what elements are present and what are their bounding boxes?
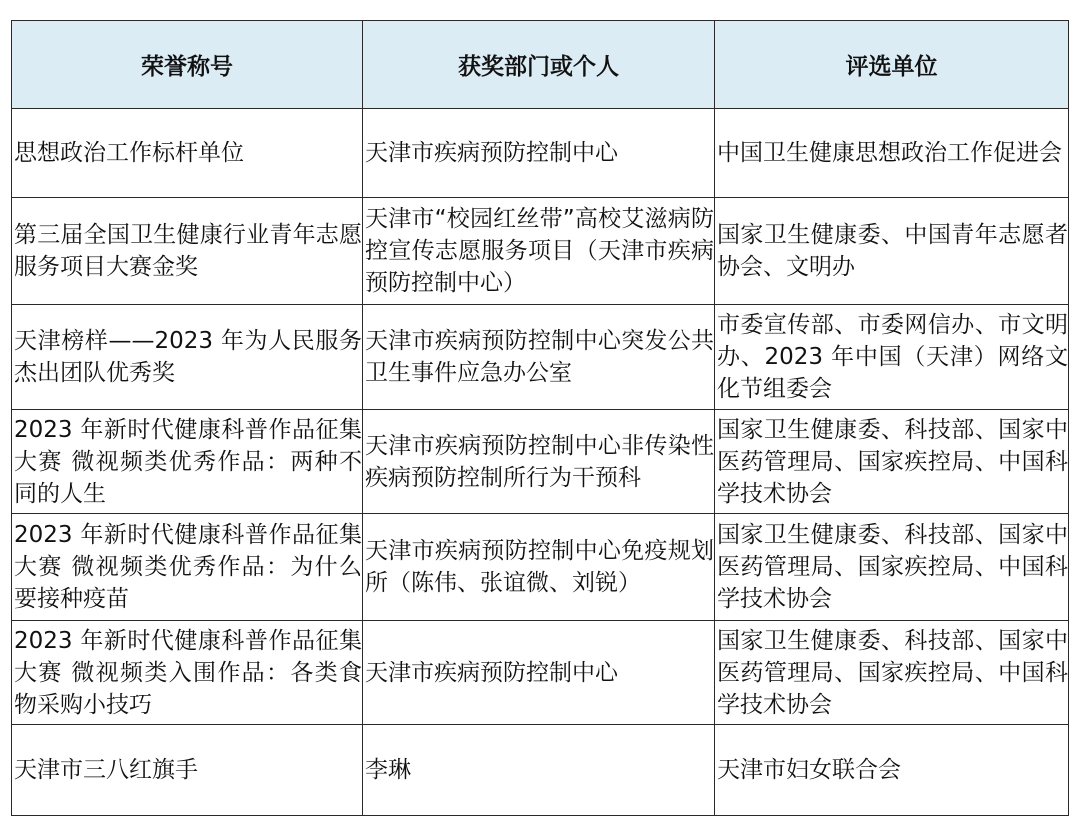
header-recipient: 获奖部门或个人	[363, 21, 715, 109]
selector-cell: 国家卫生健康委、科技部、国家中医药管理局、国家疾控局、中国科学技术协会	[715, 514, 1069, 621]
selector-cell: 国家卫生健康委、科技部、国家中医药管理局、国家疾控局、中国科学技术协会	[715, 410, 1069, 514]
selector-cell: 市委宣传部、市委网信办、市文明办、2023 年中国（天津）网络文化节组委会	[715, 305, 1069, 410]
table-header	[12, 21, 1069, 109]
table-row	[12, 198, 1069, 305]
table-body	[12, 109, 1069, 816]
table-row	[12, 109, 1069, 198]
honor-cell: 天津榜样——2023 年为人民服务杰出团队优秀奖	[12, 305, 363, 410]
honor-cell: 天津市三八红旗手	[12, 725, 363, 816]
table-row	[12, 305, 1069, 410]
awards-table	[11, 20, 1069, 816]
table-row	[12, 725, 1069, 816]
header-row	[12, 21, 1069, 109]
honor-cell: 2023 年新时代健康科普作品征集大赛 微视频类优秀作品：两种不同的人生	[12, 410, 363, 514]
table-row	[12, 410, 1069, 514]
recipient-cell: 天津市“校园红丝带”高校艾滋病防控宣传志愿服务项目（天津市疾病预防控制中心）	[363, 198, 715, 305]
table-row	[12, 514, 1069, 621]
honor-cell: 思想政治工作标杆单位	[12, 109, 363, 198]
recipient-cell: 天津市疾病预防控制中心	[363, 621, 715, 725]
honor-cell: 2023 年新时代健康科普作品征集大赛 微视频类入围作品：各类食物采购小技巧	[12, 621, 363, 725]
honor-cell: 2023 年新时代健康科普作品征集大赛 微视频类优秀作品：为什么要接种疫苗	[12, 514, 363, 621]
recipient-cell: 天津市疾病预防控制中心	[363, 109, 715, 198]
table-row	[12, 621, 1069, 725]
selector-cell: 国家卫生健康委、中国青年志愿者协会、文明办	[715, 198, 1069, 305]
selector-cell: 国家卫生健康委、科技部、国家中医药管理局、国家疾控局、中国科学技术协会	[715, 621, 1069, 725]
selector-cell: 中国卫生健康思想政治工作促进会	[715, 109, 1069, 198]
selector-cell: 天津市妇女联合会	[715, 725, 1069, 816]
honor-cell: 第三届全国卫生健康行业青年志愿服务项目大赛金奖	[12, 198, 363, 305]
recipient-cell: 天津市疾病预防控制中心免疫规划所（陈伟、张谊微、刘锐）	[363, 514, 715, 621]
header-honor-title: 荣誉称号	[12, 21, 363, 109]
recipient-cell: 天津市疾病预防控制中心突发公共卫生事件应急办公室	[363, 305, 715, 410]
recipient-cell: 天津市疾病预防控制中心非传染性疾病预防控制所行为干预科	[363, 410, 715, 514]
recipient-cell: 李琳	[363, 725, 715, 816]
header-selecting-unit: 评选单位	[715, 21, 1069, 109]
